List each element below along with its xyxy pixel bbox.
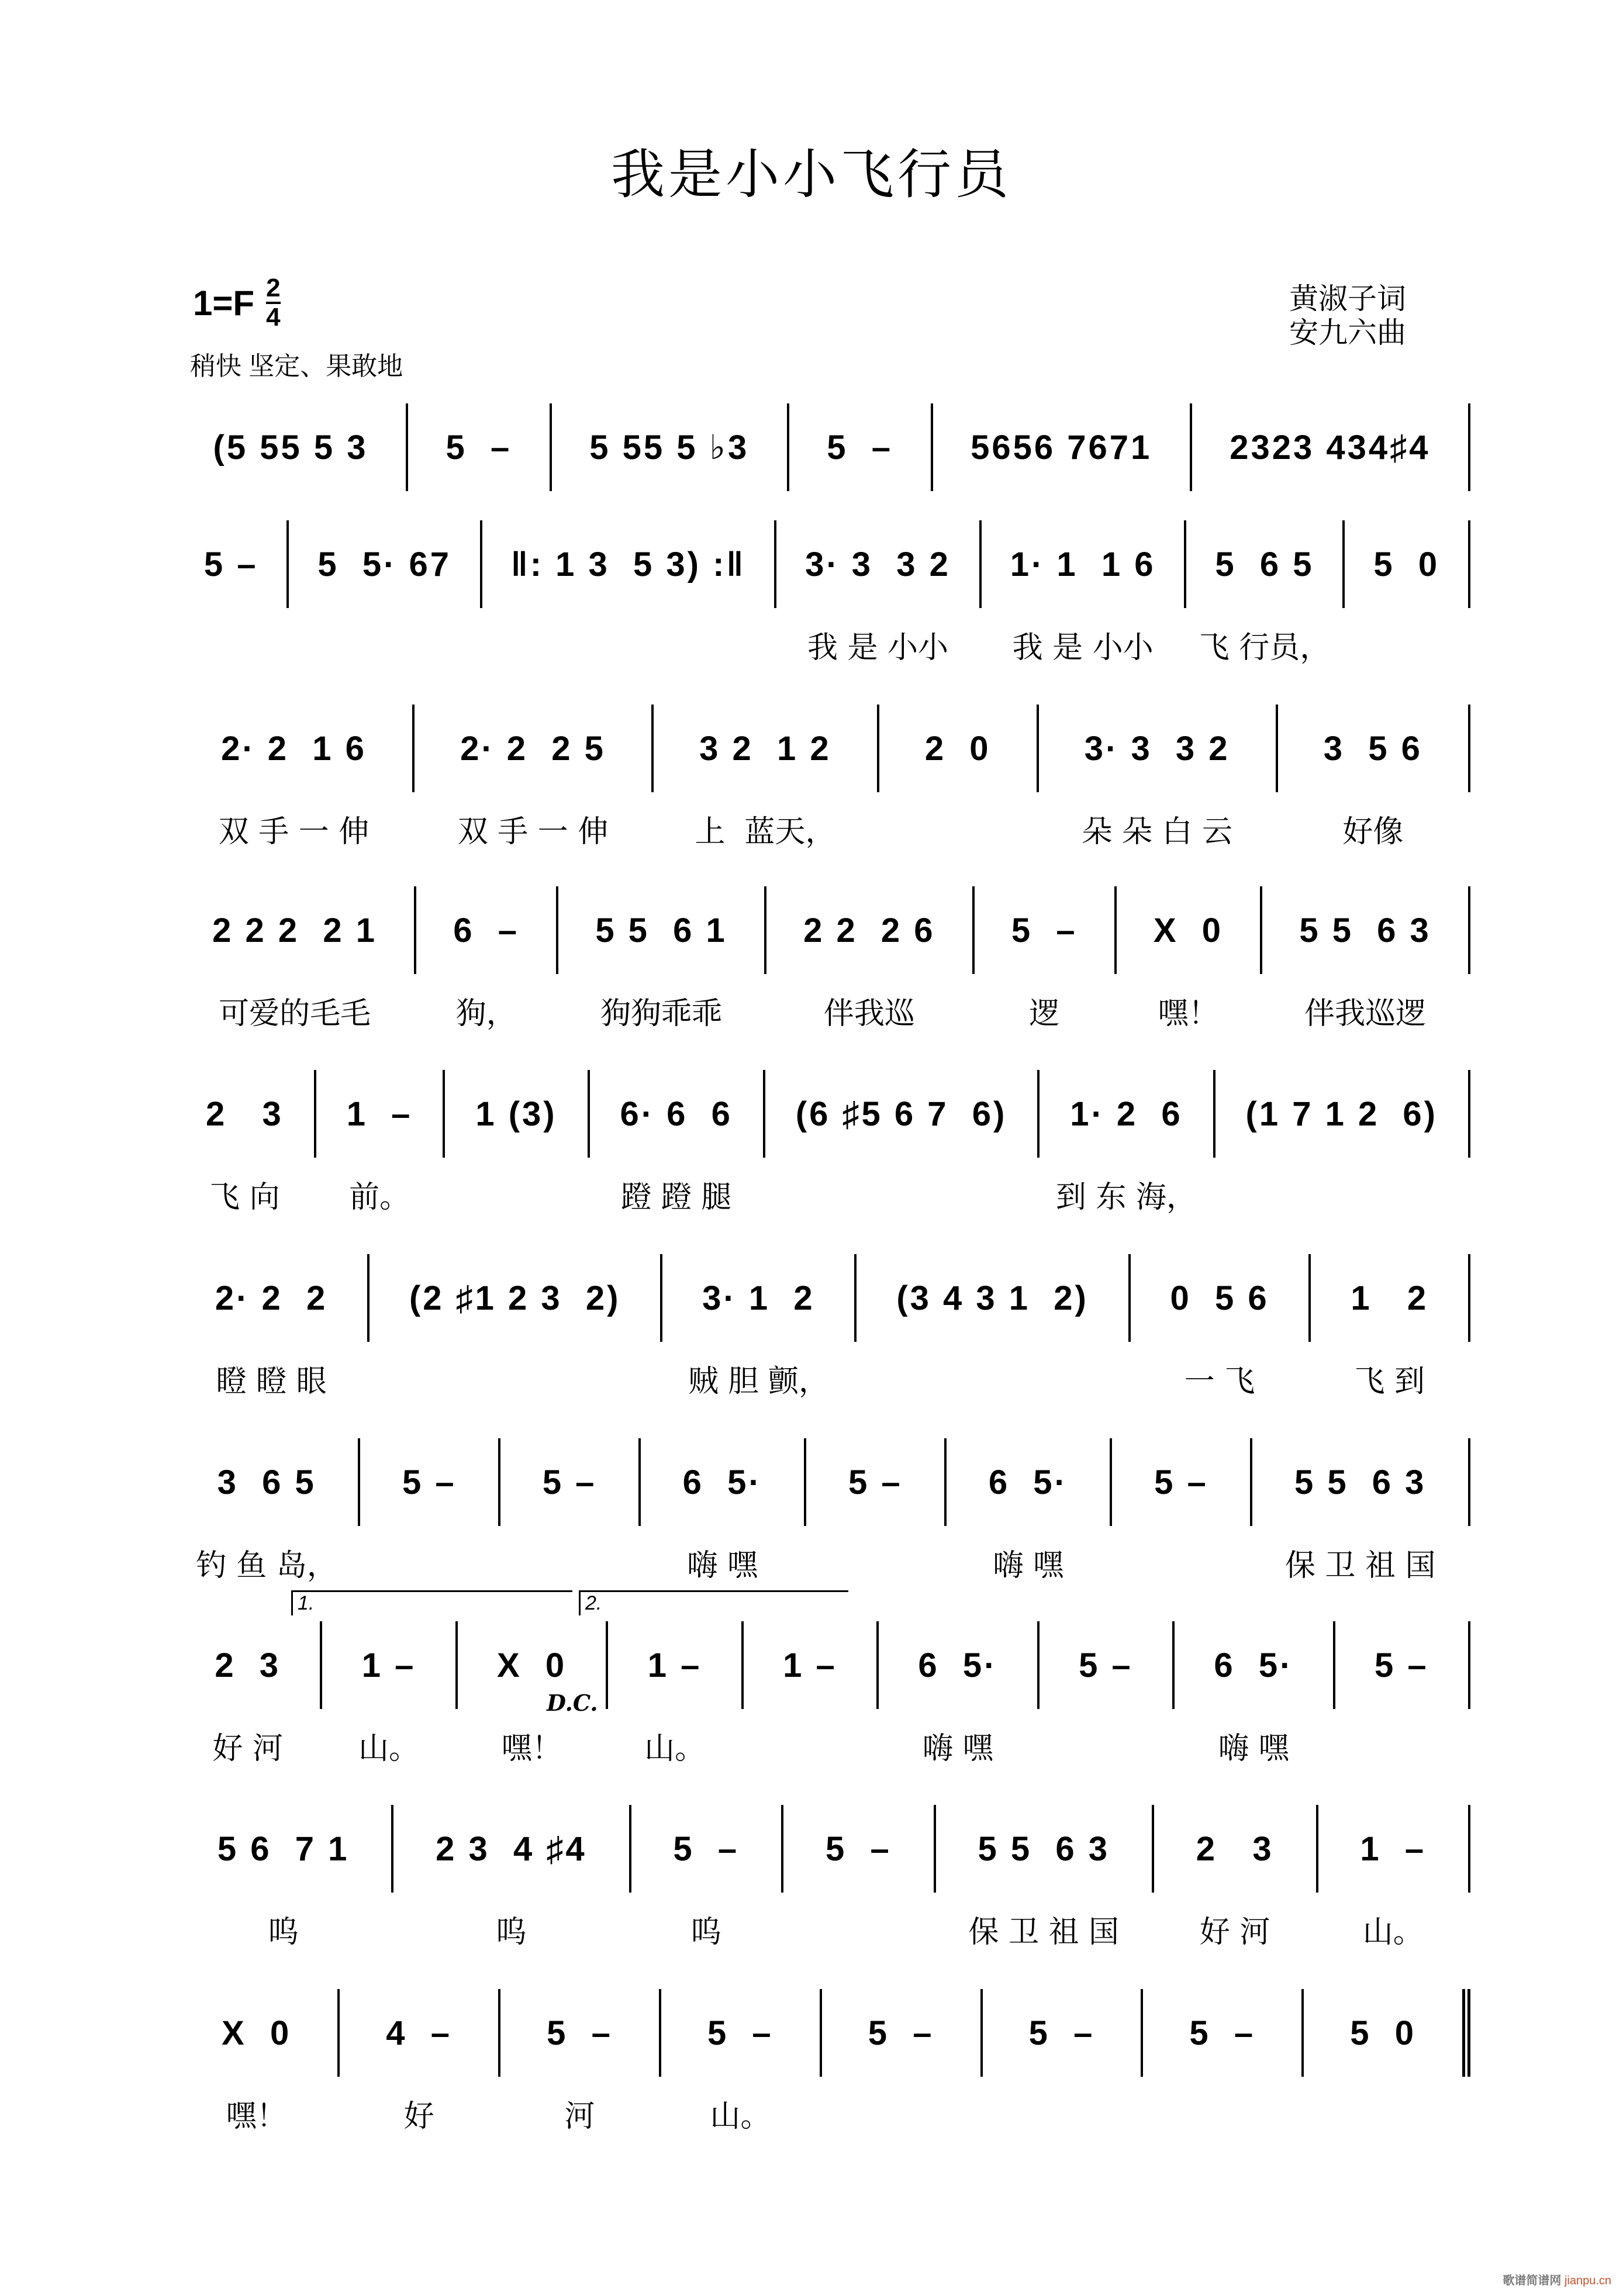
- tempo-marking: 稍快 坚定、果敢地: [190, 352, 403, 381]
- measure: [766, 886, 975, 1031]
- measure-lyric: 山。: [710, 2099, 771, 2134]
- measure-lyric: 伴我巡: [823, 996, 915, 1031]
- measure: [1262, 886, 1470, 1031]
- time-signature: [266, 275, 280, 331]
- measures: [175, 1070, 1470, 1215]
- measure-notes: 5 –: [673, 1829, 740, 1868]
- measure: [776, 520, 982, 665]
- score-line: [175, 1621, 1470, 1766]
- measure-notes: 1 –: [1360, 1829, 1427, 1868]
- measure-notes: 1 –: [783, 1646, 837, 1684]
- measure-lyric: 飞 到: [1354, 1364, 1425, 1399]
- measure: [408, 403, 552, 491]
- measure-notes: (1 7 1 2 6): [1245, 1095, 1438, 1133]
- measure: [445, 1070, 589, 1158]
- watermark-cn: 歌谱简谱网: [1503, 2274, 1562, 2287]
- measure-lyric: 双 手 一 伸: [218, 814, 370, 850]
- measure-lyric: 一 飞: [1184, 1364, 1255, 1399]
- measure: [1154, 1805, 1318, 1950]
- measure-lyric: 好: [403, 2099, 434, 2134]
- measures: [175, 1989, 1470, 2134]
- measure-notes: 5 0: [1373, 545, 1440, 584]
- measure-notes: 5 –: [1375, 1646, 1429, 1684]
- measure: [316, 1070, 446, 1215]
- measure-notes: 5 6 7 1: [217, 1829, 350, 1868]
- measure: [500, 1989, 661, 2134]
- measures: [175, 705, 1470, 850]
- measure: [558, 886, 766, 1031]
- time-bottom: 4: [266, 303, 281, 332]
- measure: [1039, 705, 1278, 850]
- measures: [175, 520, 1470, 665]
- measure-notes: 6 5·: [918, 1646, 998, 1684]
- measure: [783, 1805, 936, 1893]
- measure-notes: 1· 1 1 6: [1010, 545, 1156, 584]
- measure: [857, 1254, 1130, 1342]
- measure: [175, 1621, 322, 1766]
- measure-notes: X 0: [1153, 911, 1224, 950]
- measure-notes: 5 5 6 3: [1299, 911, 1431, 950]
- measure-lyric: 嘿！: [1158, 996, 1219, 1031]
- measure-lyric: 钓 鱼 岛，: [196, 1548, 337, 1583]
- measure: [947, 1438, 1112, 1583]
- measure-notes: 6 5·: [1214, 1646, 1294, 1684]
- measures: [175, 1621, 1470, 1766]
- measure-lyric: 保 卫 祖 国: [968, 1915, 1120, 1950]
- measure-notes: (5 55 5 3: [213, 428, 368, 467]
- measure-lyric: 双 手 一 伸: [457, 814, 609, 850]
- score-line: [175, 1254, 1470, 1399]
- measure-lyric: 朵 朵 白 云: [1082, 814, 1232, 850]
- measure: [1345, 520, 1470, 608]
- measure: [806, 1438, 947, 1526]
- measure-notes: X 0: [496, 1646, 567, 1684]
- measure-notes: 1 (3): [475, 1095, 557, 1133]
- measure-notes: 5 –: [1154, 1463, 1208, 1501]
- measure-notes: 2· 2 1 6: [221, 729, 367, 768]
- measure: [1040, 1621, 1175, 1709]
- measure-notes: 1 –: [346, 1095, 413, 1133]
- measure: [982, 520, 1187, 665]
- measure: [175, 1070, 316, 1215]
- key-label: 1=F: [193, 283, 255, 323]
- measure: [661, 1989, 822, 2134]
- measure-notes: 5 –: [827, 428, 893, 467]
- score-line: [175, 520, 1470, 665]
- measure-notes: 5 0: [1350, 2014, 1416, 2052]
- score-line: [175, 403, 1470, 491]
- measure-notes: ‖: 1 3 5 3) :‖: [510, 545, 746, 584]
- measure-lyric: 我 是 小小: [1012, 630, 1154, 665]
- measure-lyric: 山。: [1362, 1915, 1424, 1950]
- measure-notes: 5 –: [203, 545, 258, 584]
- measures: [175, 1438, 1470, 1583]
- measure: [936, 1805, 1154, 1950]
- song-title: 我是小小飞行员: [610, 143, 1012, 206]
- da-capo: D.C.: [547, 1690, 598, 1716]
- measure-lyric: 飞 行员，: [1199, 630, 1331, 665]
- measure-lyric: 嗨 嘿: [1218, 1731, 1289, 1766]
- measure-notes: 6· 6 6: [620, 1095, 733, 1133]
- measure: [415, 705, 654, 850]
- measure: [370, 1254, 662, 1342]
- measure: [765, 1070, 1040, 1158]
- measure-lyric: 可爱的毛毛: [219, 996, 371, 1031]
- measure-notes: 2· 2 2 5: [460, 729, 606, 768]
- measure-lyric: 好像: [1342, 814, 1404, 850]
- measure-lyric: 嘿！: [501, 1731, 562, 1766]
- measure: [1304, 1989, 1470, 2077]
- measure-notes: 1· 2 6: [1070, 1095, 1183, 1133]
- measures: [175, 1254, 1470, 1399]
- measure: [1318, 1805, 1471, 1950]
- measure: [393, 1805, 631, 1950]
- measure-notes: 2323 434♯4: [1230, 428, 1431, 467]
- measure: [1143, 1989, 1304, 2077]
- measures: [175, 403, 1470, 491]
- measure: [1175, 1621, 1335, 1766]
- measure: [822, 1989, 983, 2077]
- measure: [1311, 1254, 1470, 1399]
- measure: [175, 886, 416, 1031]
- measure: [641, 1438, 806, 1583]
- measure-notes: 5 –: [446, 428, 512, 467]
- measures: [175, 886, 1470, 1031]
- measure: [175, 403, 408, 491]
- measure-notes: 2 2 2 6: [803, 911, 935, 950]
- measure: [552, 403, 789, 491]
- measure-notes: 1 2: [1351, 1279, 1429, 1317]
- score-line: [175, 1805, 1470, 1950]
- lyricist: 黄淑子词: [1289, 282, 1406, 316]
- measure: [289, 520, 482, 608]
- measure-lyric: 好 河: [1199, 1915, 1270, 1950]
- measure-lyric: 瞪 瞪 眼: [216, 1364, 327, 1399]
- measure-lyric: 上 蓝天，: [695, 814, 836, 850]
- measure: [1131, 1254, 1311, 1399]
- measure: [1117, 886, 1262, 1031]
- measure: [175, 520, 289, 608]
- measure: [608, 1621, 743, 1766]
- measure-notes: 2· 2 2: [215, 1279, 328, 1317]
- time-top: 2: [266, 275, 280, 304]
- measure: [500, 1438, 641, 1526]
- measure-notes: 5 –: [1011, 911, 1078, 950]
- measure-notes: 5 –: [1079, 1646, 1133, 1684]
- measure-lyric: 嗨 嘿: [993, 1548, 1064, 1583]
- score-line: [175, 705, 1470, 850]
- measure: [662, 1254, 857, 1399]
- measure: [416, 886, 558, 1031]
- measure-notes: 2 3: [205, 1095, 284, 1133]
- measure-lyric: 嗨 嘿: [687, 1548, 758, 1583]
- measure-notes: 1 –: [361, 1646, 416, 1684]
- measure: [175, 1989, 340, 2134]
- measure-notes: 5 5 6 3: [1294, 1463, 1427, 1501]
- measure-notes: 3· 3 3 2: [805, 545, 951, 584]
- measure-lyric: 飞 向: [209, 1180, 280, 1215]
- measure: [482, 520, 776, 608]
- measure: [590, 1070, 765, 1215]
- measure-lyric: 山。: [644, 1731, 706, 1766]
- measure-notes: 3 6 5: [217, 1463, 316, 1501]
- measure-notes: 5 6 5: [1215, 545, 1314, 584]
- score-line: [175, 1438, 1470, 1583]
- measure: [1040, 1070, 1215, 1215]
- measure-notes: 3· 3 3 2: [1084, 729, 1230, 768]
- measure-lyric: 呜: [268, 1915, 299, 1950]
- volta-1: 1.: [291, 1590, 572, 1615]
- composer: 安九六曲: [1289, 316, 1406, 350]
- measure-notes: 5 –: [868, 2014, 934, 2052]
- measure-notes: 5 –: [547, 2014, 613, 2052]
- measure-notes: (2 ♯1 2 3 2): [409, 1279, 621, 1317]
- measure-lyric: 嗨 嘿: [923, 1731, 993, 1766]
- measure: [879, 1621, 1040, 1766]
- measure-lyric: 我 是 小小: [807, 630, 949, 665]
- measure-notes: 4 –: [386, 2014, 453, 2052]
- measure-notes: 5 5· 67: [317, 545, 452, 584]
- measure-notes: 5 –: [1028, 2014, 1095, 2052]
- measure: [631, 1805, 784, 1950]
- measure-notes: 6 5·: [682, 1463, 762, 1501]
- measure-notes: 2 3 4 ♯4: [436, 1829, 587, 1868]
- measure: [933, 403, 1192, 491]
- measure-notes: (3 4 3 1 2): [896, 1279, 1089, 1317]
- measure-lyric: 好 河: [212, 1731, 283, 1766]
- measure: [983, 1989, 1144, 2077]
- measure-notes: 5 5 6 1: [595, 911, 727, 950]
- measure: [975, 886, 1117, 1031]
- measure: [340, 1989, 500, 2134]
- measure-notes: 5 –: [707, 2014, 773, 2052]
- measure-notes: 0 5 6: [1170, 1279, 1269, 1317]
- measure-notes: 5 –: [1189, 2014, 1256, 2052]
- key-signature: [193, 275, 281, 331]
- measure: [744, 1621, 879, 1709]
- measure-lyric: 山。: [358, 1731, 420, 1766]
- measure: [1192, 403, 1470, 491]
- measure: [175, 1805, 393, 1950]
- measure-lyric: 前。: [349, 1180, 410, 1215]
- measure-notes: 5 5 6 3: [978, 1829, 1110, 1868]
- measure-lyric: 到 东 海，: [1055, 1180, 1197, 1215]
- measures: [175, 1805, 1470, 1950]
- measure-notes: 6 –: [453, 911, 520, 950]
- measure-lyric: 嘿！: [226, 2099, 287, 2134]
- measure-notes: 5 –: [825, 1829, 892, 1868]
- measure-lyric: 呜: [496, 1915, 527, 1950]
- measure-notes: 2 0: [924, 729, 991, 768]
- measure-notes: 2 3: [1196, 1829, 1274, 1868]
- measure-notes: 1 –: [647, 1646, 702, 1684]
- measure-notes: 3 5 6: [1323, 729, 1422, 768]
- score-line: [175, 886, 1470, 1031]
- measure: [322, 1621, 457, 1766]
- volta-2: 2.: [579, 1590, 848, 1615]
- measure: [175, 1438, 360, 1583]
- measure: [879, 705, 1039, 792]
- watermark-url: jianpu.cn: [1564, 2274, 1611, 2287]
- measure-lyric: 河: [564, 2099, 595, 2134]
- measure-lyric: 伴我巡逻: [1304, 996, 1427, 1031]
- measure-lyric: 贼 胆 颤，: [688, 1364, 829, 1399]
- measure-lyric: 保 卫 祖 国: [1284, 1548, 1436, 1583]
- measure-notes: 5656 7671: [971, 428, 1152, 467]
- measure-notes: (6 ♯5 6 7 6): [795, 1095, 1007, 1133]
- score-line: [175, 1989, 1470, 2134]
- measure: [1335, 1621, 1470, 1709]
- measure: [789, 403, 933, 491]
- measure: [175, 1254, 370, 1399]
- score-line: [175, 1070, 1470, 1215]
- measure-notes: 3· 1 2: [702, 1279, 815, 1317]
- measure-notes: 5 –: [848, 1463, 903, 1501]
- measure-lyric: 逻: [1029, 996, 1060, 1031]
- measure: [1112, 1438, 1252, 1526]
- measure-notes: 3 2 1 2: [699, 729, 831, 768]
- measure-lyric: 蹬 蹬 腿: [621, 1180, 732, 1215]
- measure-notes: 2 2 2 2 1: [212, 911, 377, 950]
- measure-lyric: 呜: [690, 1915, 721, 1950]
- measure-notes: X 0: [222, 2014, 292, 2052]
- measure: [1252, 1438, 1470, 1583]
- measure-notes: 5 55 5 ♭3: [589, 429, 750, 467]
- watermark: [1503, 2271, 1611, 2288]
- measure-lyric: 狗狗乖乖: [600, 996, 723, 1031]
- measure: [175, 705, 415, 850]
- measure: [360, 1438, 500, 1526]
- measure: [654, 705, 879, 850]
- credits: [1289, 282, 1406, 350]
- measure-notes: 5 –: [542, 1463, 597, 1501]
- measure: [1186, 520, 1345, 665]
- measure-lyric: 狗，: [455, 996, 517, 1031]
- measure-notes: 5 –: [402, 1463, 457, 1501]
- measure-notes: 6 5·: [988, 1463, 1068, 1501]
- measure: [1215, 1070, 1470, 1158]
- measure-notes: 2 3: [215, 1646, 281, 1684]
- measure: [1278, 705, 1470, 850]
